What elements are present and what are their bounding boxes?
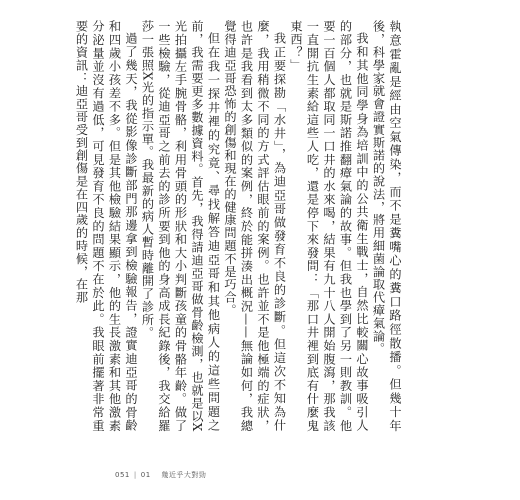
page-footer: [115, 470, 206, 480]
paragraph: 執意霍亂是經由空氣傳染，而不是糞嘴心的糞口路徑散播。但幾十年後，科學家就會證實斯諾的說法，將用細菌論取代瘴氣論。: [371, 20, 402, 432]
paragraph: 我正要探勘「水井」，為迪亞哥做發育不良的診斷。但這次不知為什麼，我用稍微不同的方式評估眼前的案例。也許並不是他極端的症狀，也許是我看到太多類似的案例，終於能拼湊出概況——無論如何，我總覺得迪亞哥恐怖的創傷和現在的健康問題不是巧合。: [223, 20, 287, 432]
footer-separator: |: [133, 471, 137, 479]
footer-separator: [155, 471, 158, 479]
paragraph: 我和其他同學身為培訓中的公共衛生戰士，自然比較關心故事吸引人的部分，也就是斯諾推翻瘴氣論的故事。但我也學到了另一則教訓。他要一百個人都取同一口井的水來喝，結果有九十八人開始腹瀉，那我該一直開抗生素給這些人吃，還是停下來發問：「那口井裡到底有什麼鬼東西？」: [289, 20, 369, 432]
vertical-text-body: [74, 20, 403, 432]
paragraph: 但在我一探井裡的究竟、尋找解答迪亞哥和其他病人的這些問題之前，我需要更多數據資料。首先，我得請迪亞哥做骨齡檢測，也就是以X光拍攝左手腕骨骼，利用骨頭的形狀和大小判斷孩童的骨骼年齡。做了一些檢驗，從迪亞哥之前去的診所要到他的身高成長紀錄後，我交給羅莎一張照X光的指示單。我最新的病人暫時離開了診所。: [140, 20, 221, 432]
page-number: 051: [115, 471, 130, 479]
paragraph: 過了幾天，我從影像診斷部門那邊拿到檢驗報告，證實迪亞哥的骨齡和四歲小孩差不多。但是其他檢驗結果顯示，他的生長激素和其他激素分泌量並沒有過低，可見發育不良的問題不在於此。我眼前擺著非常重要的資訊：迪亞哥受到創傷是在四歲的時候，在那: [74, 20, 138, 432]
part-number: 01: [140, 471, 151, 479]
section-title: 幾近乎大對勁: [161, 471, 207, 479]
